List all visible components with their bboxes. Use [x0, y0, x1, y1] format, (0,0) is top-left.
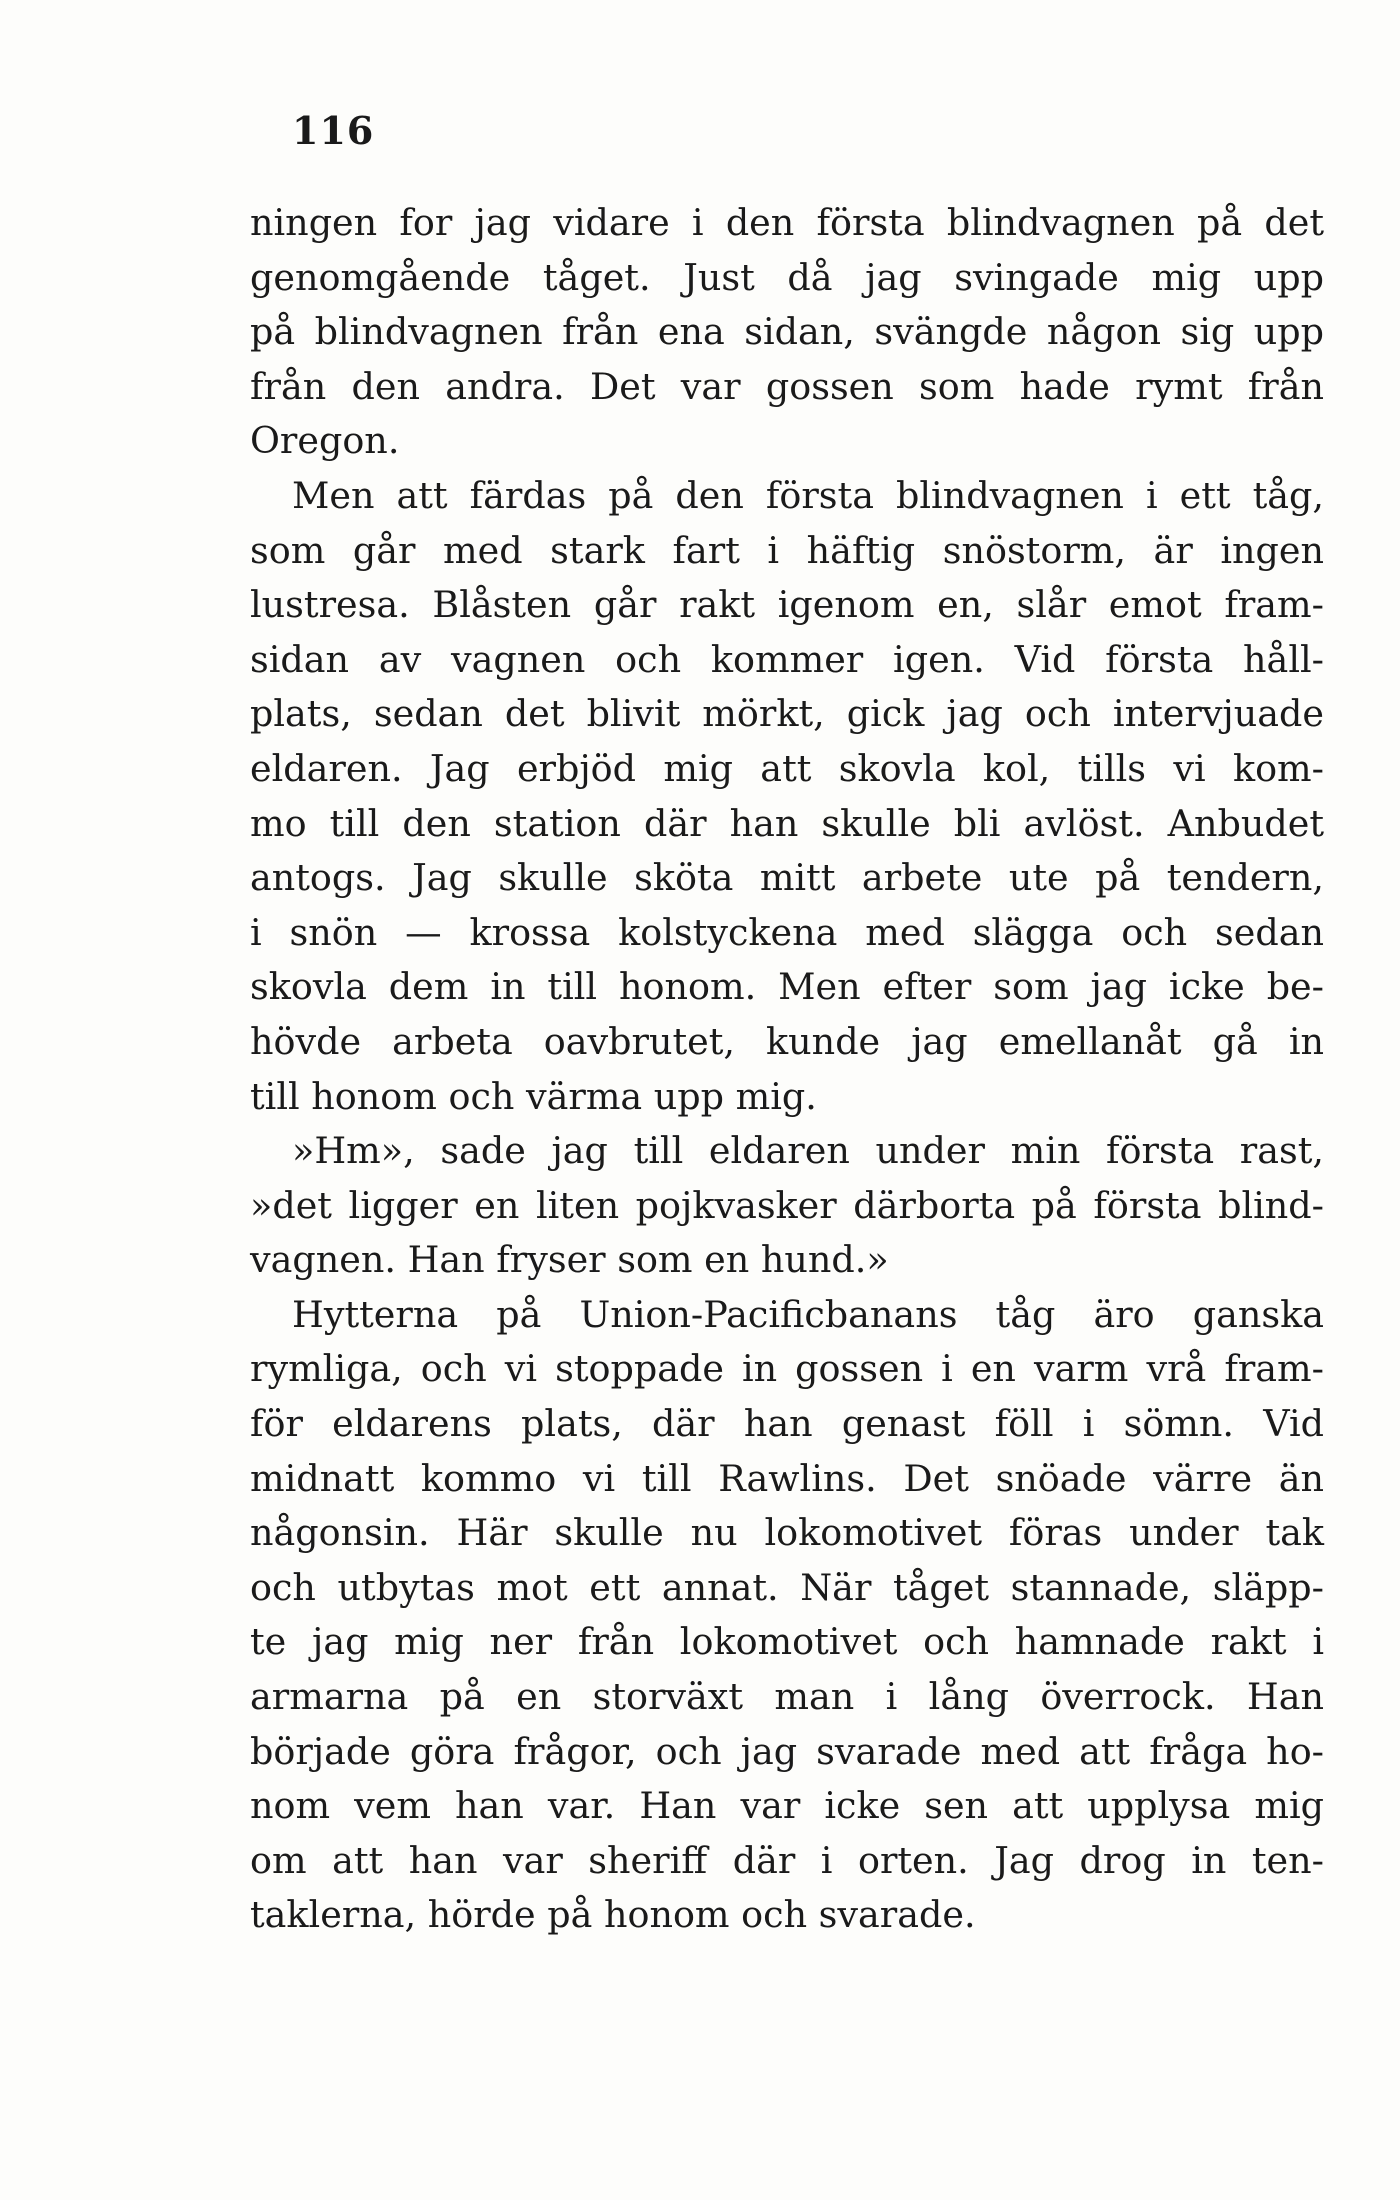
text-line: sidan av vagnen och kommer igen. Vid första håll- [250, 637, 1324, 681]
text-line: rymliga, och vi stoppade in gossen i en varm vrå fram- [250, 1347, 1324, 1391]
text-line: Hytterna på Union-Pacificbanans tåg äro ganska [292, 1292, 1324, 1336]
text-line: eldaren. Jag erbjöd mig att skovla kol, tills vi kom- [250, 746, 1324, 790]
text-line: »det ligger en liten pojkvasker därborta på första blind- [250, 1183, 1324, 1227]
text-line: vagnen. Han fryser som en hund.» [250, 1238, 889, 1282]
text-line: för eldarens plats, där han genast föll i sömn. Vid [250, 1402, 1324, 1446]
text-line: ningen for jag vidare i den första blindvagnen på det [250, 201, 1324, 244]
text-line: från den andra. Det var gossen som hade rymt från [250, 364, 1324, 408]
text-line: hövde arbeta oavbrutet, kunde jag emellanåt gå in [250, 1019, 1324, 1063]
text-line: lustresa. Blåsten går rakt igenom en, slår emot fram- [250, 583, 1324, 627]
text-line: armarna på en storväxt man i lång överrock. Han [250, 1675, 1324, 1719]
text-line: »Hm», sade jag till eldaren under min första rast, [292, 1129, 1324, 1173]
text-line: Men att färdas på den första blindvagnen i ett tåg, [292, 473, 1324, 517]
text-line: började göra frågor, och jag svarade med att fråga ho- [250, 1729, 1324, 1773]
text-line: och utbytas mot ett annat. När tåget stannade, släpp- [250, 1565, 1324, 1609]
page-number: 116 [292, 108, 375, 153]
text-line: till honom och värma upp mig. [250, 1074, 817, 1118]
text-line: te jag mig ner från lokomotivet och hamnade rakt i [250, 1620, 1324, 1664]
text-line: som går med stark fart i häftig snöstorm, är ingen [250, 528, 1324, 572]
text-line: i snön — krossa kolstyckena med slägga och sedan [250, 910, 1324, 954]
text-line: genomgående tåget. Just då jag svingade mig upp [250, 255, 1324, 299]
text-line: mo till den station där han skulle bli avlöst. Anbudet [250, 801, 1324, 845]
text-line: midnatt kommo vi till Rawlins. Det snöade värre än [250, 1456, 1324, 1500]
text-line: om att han var sheriff där i orten. Jag drog in ten- [250, 1838, 1324, 1882]
text-line: taklerna, hörde på honom och svarade. [250, 1893, 976, 1937]
text-line: skovla dem in till honom. Men efter som jag icke be- [250, 965, 1324, 1009]
text-line: antogs. Jag skulle sköta mitt arbete ute på tendern, [250, 856, 1324, 900]
text-line: någonsin. Här skulle nu lokomotivet föras under tak [250, 1511, 1324, 1555]
text-line: plats, sedan det blivit mörkt, gick jag och intervjuade [250, 692, 1324, 736]
text-line: nom vem han var. Han var icke sen att upplysa mig [250, 1784, 1324, 1828]
body-text [250, 196, 1324, 1943]
text-line: på blindvagnen från ena sidan, svängde någon sig upp [250, 310, 1324, 354]
text-line: Oregon. [250, 419, 400, 463]
